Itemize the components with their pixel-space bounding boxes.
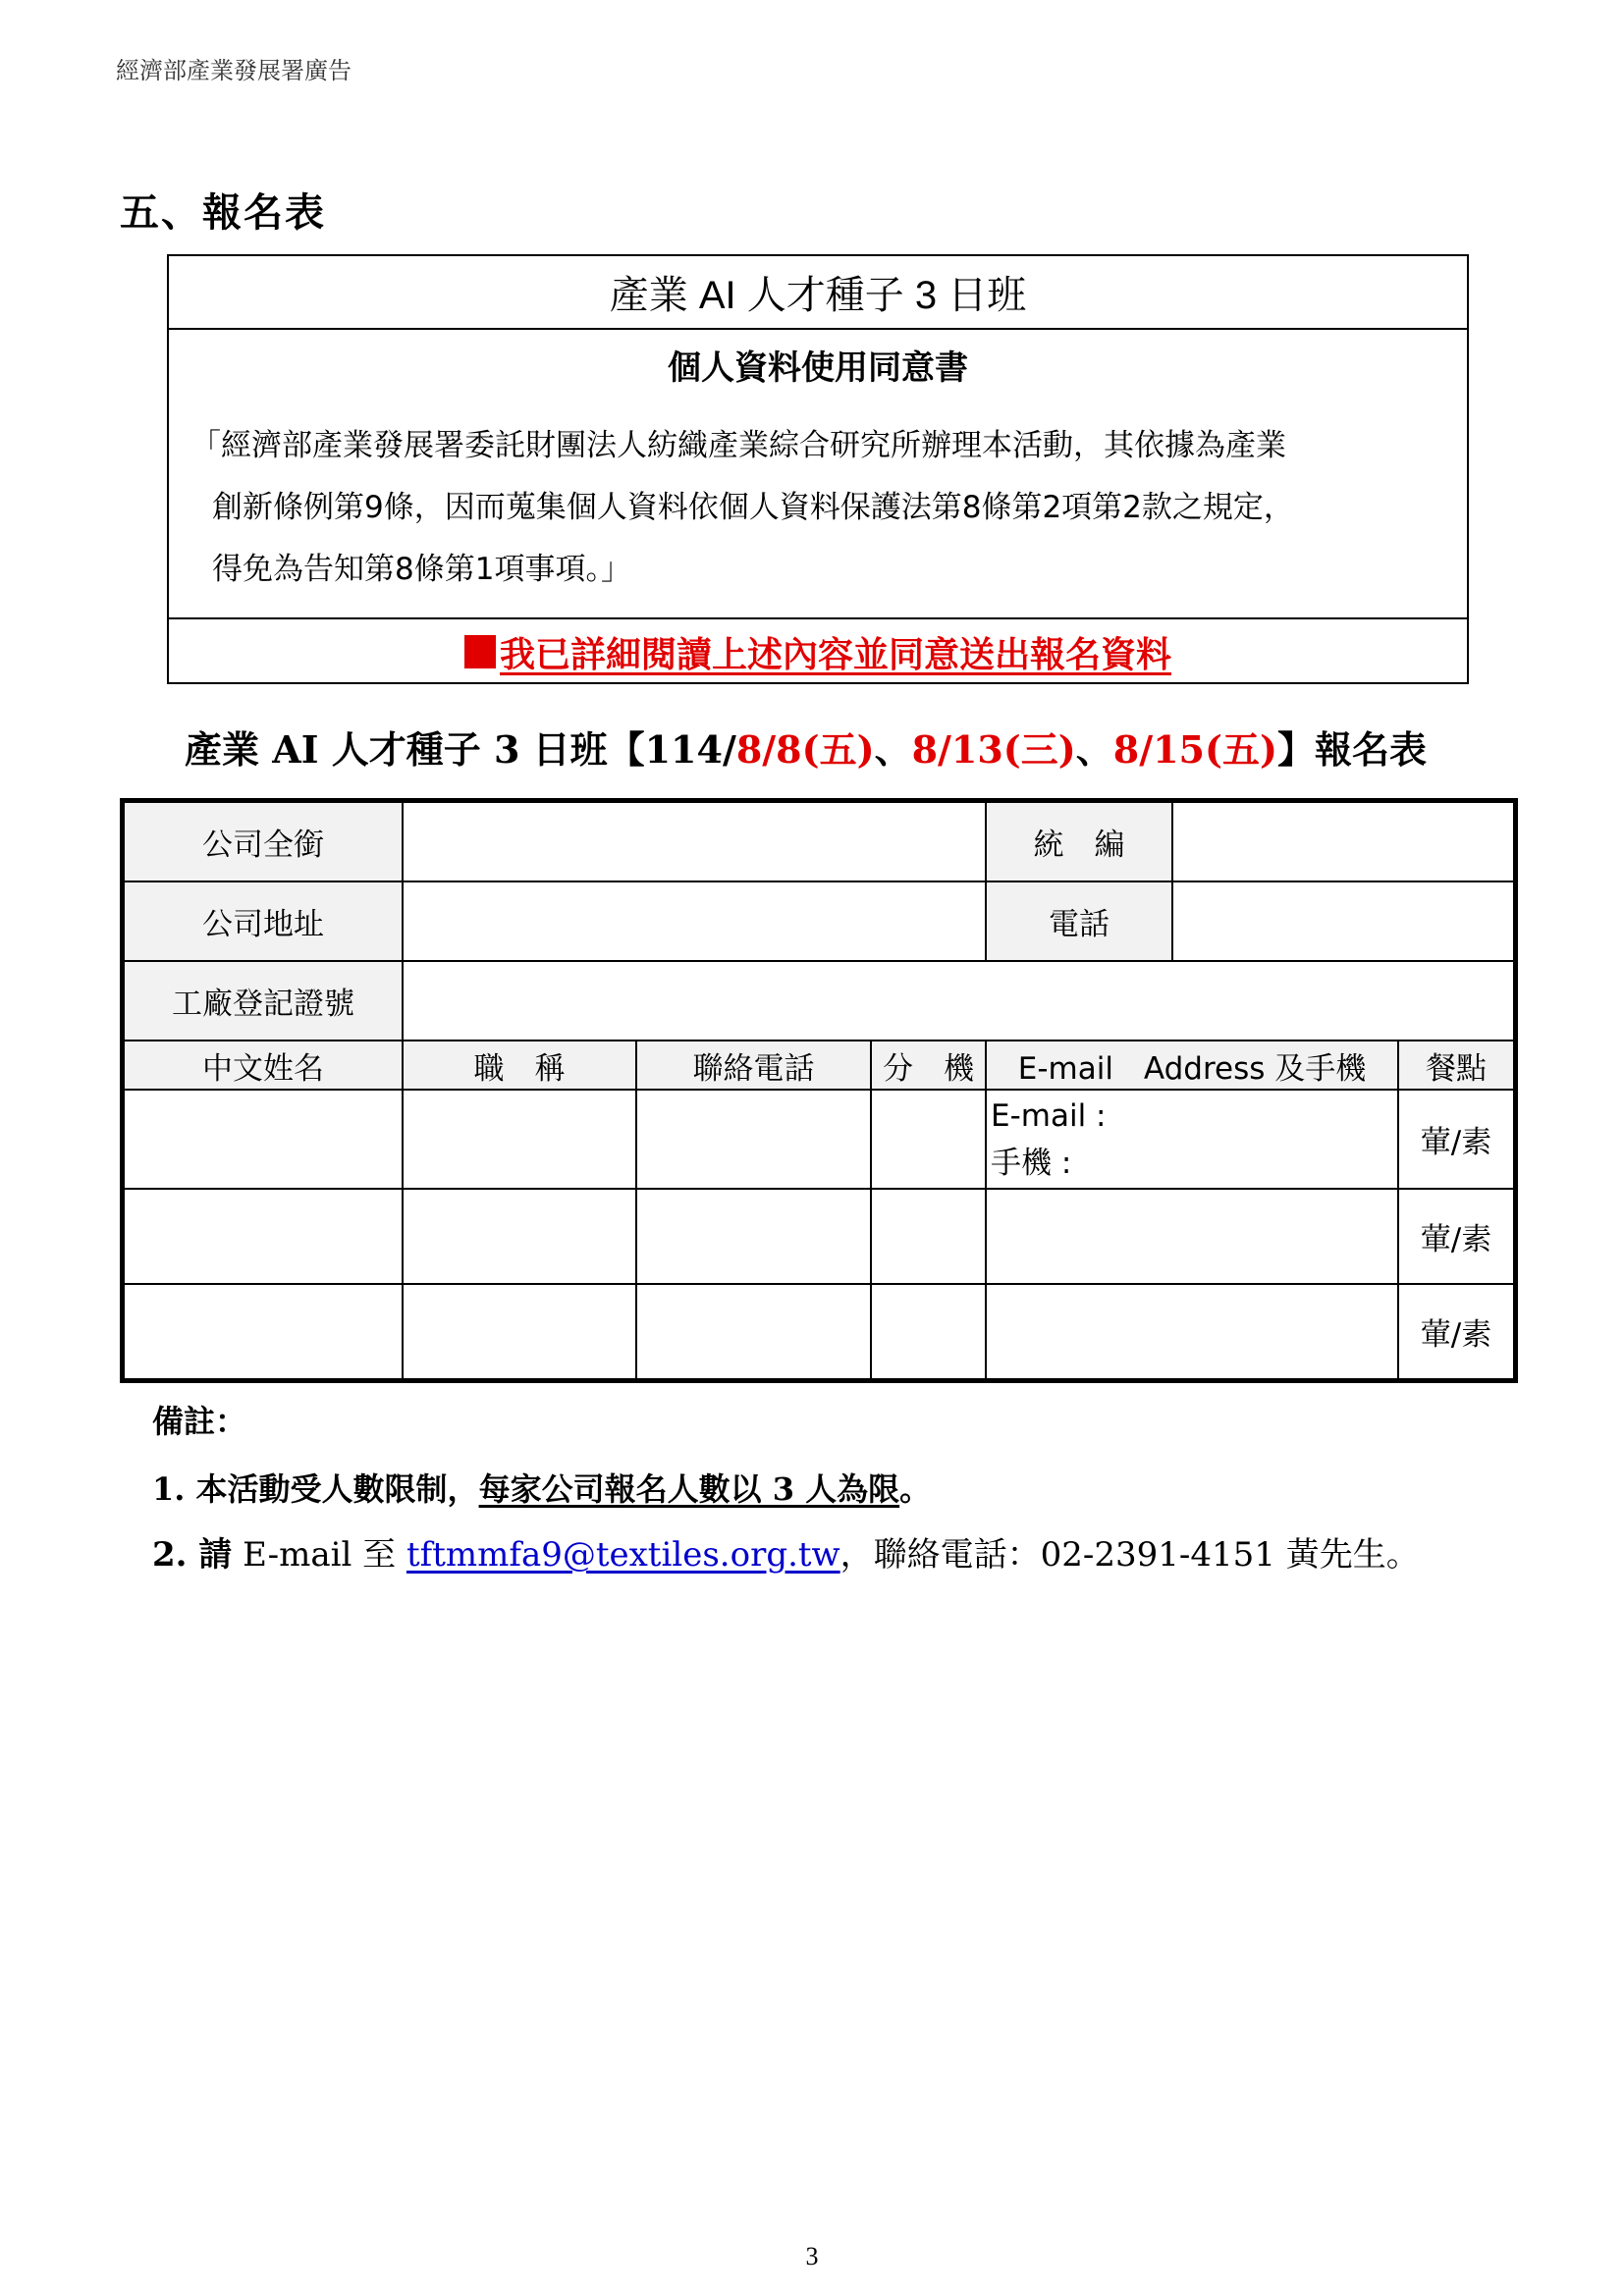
factory-registration-label: 工廠登記證號 [125, 962, 404, 1041]
note2-contact: ，聯絡電話：02-2391-4151 黃先生。 [839, 1535, 1420, 1575]
company-address-label: 公司地址 [125, 882, 404, 962]
agency-header: 經濟部產業發展署廣告 [116, 57, 352, 84]
note2-mid: E-mail 至 [232, 1535, 406, 1575]
note1-limit: 每家公司報名人數以 3 人為限 [478, 1470, 900, 1508]
meal-choice[interactable]: 葷/素 [1399, 1091, 1513, 1190]
attendee-name-field[interactable] [125, 1091, 404, 1190]
phone-field[interactable] [1173, 882, 1513, 962]
company-name-field[interactable] [404, 803, 987, 882]
tax-id-label: 統 編 [987, 803, 1173, 882]
registration-table [120, 798, 1518, 1383]
attendee-email-mobile-field[interactable] [987, 1091, 1399, 1190]
note1-prefix: 1. 本活動受人數限制， [152, 1470, 479, 1508]
column-header-contact-phone: 聯絡電話 [637, 1041, 872, 1091]
contact-email-link[interactable]: tftmmfa9@textiles.org.tw [406, 1535, 840, 1575]
form-title-suffix: 】報名表 [1276, 727, 1427, 772]
notes-label: 備註： [152, 1403, 247, 1440]
attendee-phone-field[interactable] [637, 1091, 872, 1190]
attendee-phone-field[interactable] [637, 1285, 872, 1378]
attendee-name-field[interactable] [125, 1190, 404, 1285]
attendee-title-field[interactable] [404, 1091, 637, 1190]
meal-choice[interactable]: 葷/素 [1420, 1317, 1492, 1353]
date-separator: 、 [874, 727, 912, 772]
session-date: 8/15(五) [1112, 727, 1277, 772]
attendee-extension-field[interactable] [872, 1190, 987, 1285]
column-header-extension: 分 機 [872, 1041, 987, 1091]
company-address-field[interactable] [404, 882, 987, 962]
attendee-name-field[interactable] [125, 1285, 404, 1378]
date-separator: 、 [1075, 727, 1113, 772]
attendee-email-mobile-field[interactable] [987, 1285, 1399, 1378]
agree-statement: 我已詳細閱讀上述內容並同意送出報名資料 [499, 634, 1171, 675]
consent-body-line: 「經濟部產業發展署委託財團法人紡織產業綜合研究所辦理本活動，其依據為產業 [190, 428, 1286, 463]
note2-prefix: 2. 請 [152, 1535, 233, 1575]
attendee-extension-field[interactable] [872, 1091, 987, 1190]
session-date: 8/8(五) [735, 727, 875, 772]
page-number: 3 [805, 2242, 819, 2270]
company-name-label: 公司全銜 [125, 803, 404, 882]
attendee-phone-field[interactable] [637, 1190, 872, 1285]
column-header-name: 中文姓名 [125, 1041, 404, 1091]
form-title-prefix: 產業 AI 人才種子 3 日班【114/ [185, 727, 736, 772]
consent-agree-row[interactable] [169, 617, 1467, 684]
consent-body [190, 415, 1447, 601]
note1-suffix: 。 [899, 1470, 932, 1508]
note-contact [152, 1527, 1420, 1575]
column-header-title: 職 稱 [404, 1041, 637, 1091]
consent-box [167, 254, 1469, 684]
attendee-email-mobile-field[interactable] [987, 1190, 1399, 1285]
session-date: 8/13(三) [911, 727, 1076, 772]
email-prefix-label: E-mail : [991, 1097, 1107, 1134]
note-capacity [152, 1465, 931, 1510]
factory-registration-field[interactable] [404, 962, 1513, 1041]
consent-body-line: 得免為告知第8條第1項事項。」 [212, 552, 631, 587]
attendee-title-field[interactable] [404, 1190, 637, 1285]
tax-id-field[interactable] [1173, 803, 1513, 882]
consent-body-line: 創新條例第9條，因而蒐集個人資料依個人資料保護法第8條第2項第2款之規定， [212, 490, 1294, 525]
form-title [185, 720, 1427, 774]
checkbox-square-icon[interactable] [464, 635, 496, 668]
attendee-title-field[interactable] [404, 1285, 637, 1378]
course-title: 產業 AI 人才種子 3 日班 [169, 256, 1467, 330]
mobile-prefix-label: 手機 : [991, 1145, 1072, 1181]
phone-label: 電話 [987, 882, 1173, 962]
section-heading: 五、報名表 [120, 189, 326, 236]
attendee-extension-field[interactable] [872, 1285, 987, 1378]
column-header-email-mobile: E-mail Address 及手機 [987, 1041, 1399, 1091]
consent-subtitle: 個人資料使用同意書 [668, 347, 968, 388]
meal-choice[interactable]: 葷/素 [1399, 1190, 1513, 1285]
column-header-meal: 餐點 [1399, 1041, 1513, 1091]
